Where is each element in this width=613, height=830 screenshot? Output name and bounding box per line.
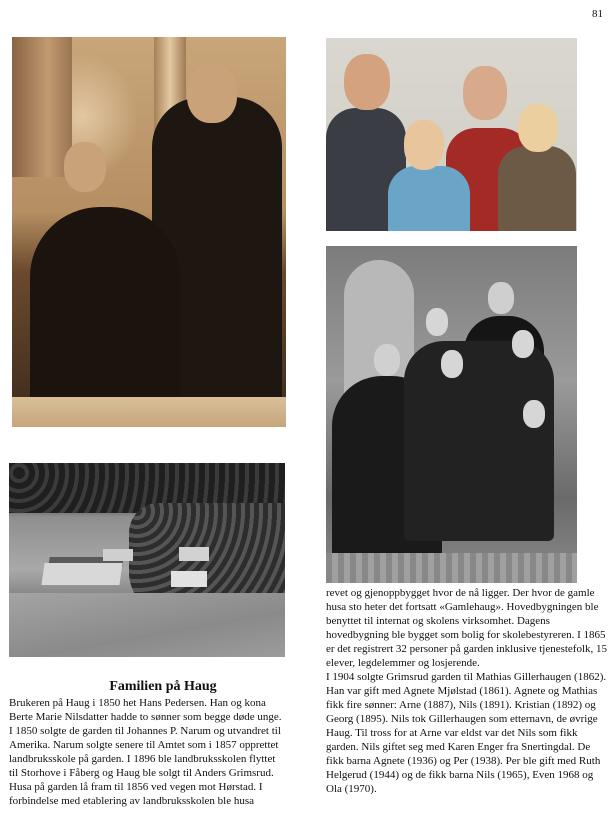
photo-color-family [326, 38, 577, 231]
girl-head [404, 120, 444, 170]
girl-figure [388, 166, 470, 231]
photo-old-couple [12, 37, 286, 427]
man-head [344, 54, 390, 110]
house [171, 571, 207, 587]
paragraph: Brukeren på Haug i 1850 het Hans Pedersen. Han og kona Berte Marie Nilsdatter hadde to sønner som begge døde unge. I 1850 solgte de garden til Johannes P. Narum og utvandret til Amerika. Narum solgte senere til Amtet som i 1857 opprettet landbruksskole på garden. I 1896 ble landbruksskolen flyttet til Storhove i Fåberg og Haug ble solgt til Anders Grimsrud. [9, 697, 282, 779]
house [179, 547, 209, 561]
paragraph: I 1904 solgte Grimsrud garden til Mathias Gillerhaugen (1862). Han var gift med Agnete Mjølstad (1861). Agnete og Mathias fikk fire sønner: Arne (1887), Nils (1891). Kristian (1892) og Georg (1895). Nils tok Gillerhaugen som etternavn, de øvrige Haug. Til tross for at Arne var eldst var det Nils som fikk garden. Nils giftet seg med Karen Enger fra Snertingdal. De fikk barna Agnete (1936) og Per (1938). Per ble gift med Ruth Helgerud (1944) og de fikk barna Nils (1965), Even 1968 og Ola (1970). [326, 671, 607, 795]
barn [41, 563, 122, 585]
child-head [523, 400, 545, 428]
paragraph: revet og gjenoppbygget hvor de nå ligger. Der hvor de gamle husa sto heter det fortsatt «Gamlehaug». Hovedbygningen ble benyttet til internat og skolens virksomhet. Dagens hovedbygning ble bygget som bolig for skolebestyreren. I 1865 er det registrert 32 personer på garden inklusive tjenestefolk, 15 elever, legdelemmer og losjerende. [326, 587, 608, 669]
text-column-left [9, 696, 287, 808]
woman-head [64, 142, 106, 192]
child-head [426, 308, 448, 336]
field [9, 593, 285, 657]
boy-figure [498, 146, 576, 231]
house [103, 549, 133, 561]
page-number: 81 [592, 8, 603, 20]
section-heading: Familien på Haug [109, 679, 217, 694]
text-column-right [326, 586, 608, 796]
floor [12, 397, 286, 427]
man-head [187, 65, 237, 123]
curtain [12, 37, 72, 177]
mother-head [374, 344, 400, 376]
photo-aerial-farm [9, 463, 285, 657]
boy-head [518, 104, 558, 152]
rug [326, 553, 577, 583]
child-head [441, 350, 463, 378]
woman-head [463, 66, 507, 120]
children-group [404, 341, 554, 541]
photo-bw-family [326, 246, 577, 583]
woman-figure [30, 207, 180, 427]
father-head [488, 282, 514, 314]
paragraph: Husa på garden lå fram til 1856 ved vegen mot Hørstad. I forbindelse med etablering av landbruksskolen ble husa [9, 781, 263, 807]
child-head [512, 330, 534, 358]
